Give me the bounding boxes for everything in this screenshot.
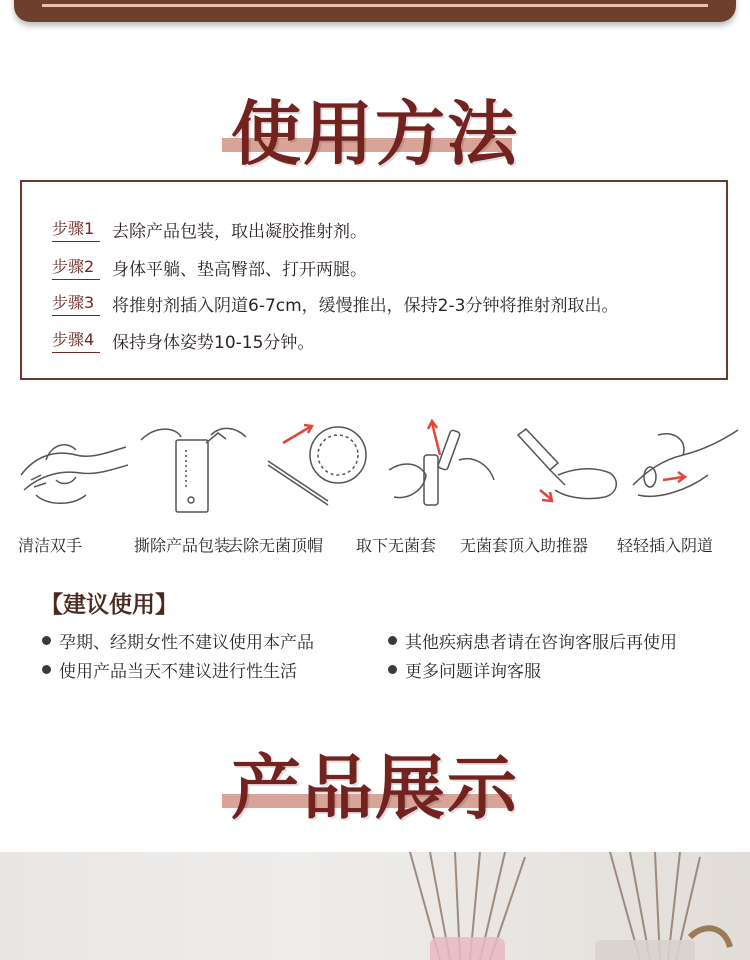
product-photo-image bbox=[0, 852, 750, 960]
display-section-title bbox=[0, 732, 750, 833]
bullet-icon bbox=[388, 665, 397, 674]
usage-section-title bbox=[0, 78, 750, 179]
step-row bbox=[52, 254, 367, 280]
usage-illustrations bbox=[0, 415, 750, 525]
caption: 撕除产品包装 bbox=[134, 536, 231, 555]
banner-trim bbox=[42, 4, 708, 7]
bullet-icon bbox=[42, 636, 51, 645]
top-banner bbox=[14, 0, 736, 22]
step-label: 步骤1 bbox=[52, 216, 100, 242]
suggest-item bbox=[388, 628, 677, 653]
caption: 轻轻插入阴道 bbox=[617, 536, 714, 555]
step-text: 去除产品包装，取出凝胶推射剂。 bbox=[112, 221, 367, 242]
suggest-heading: 【建议使用】 bbox=[40, 592, 178, 618]
suggest-item bbox=[388, 657, 541, 682]
remove-cap-icon bbox=[258, 415, 374, 515]
step-row bbox=[52, 290, 618, 316]
steps-box bbox=[20, 180, 728, 380]
step-label: 步骤4 bbox=[52, 327, 100, 353]
attach-applicator-icon bbox=[510, 415, 626, 515]
caption: 取下无菌套 bbox=[356, 536, 437, 555]
suggest-text: 使用产品当天不建议进行性生活 bbox=[59, 662, 297, 682]
suggest-item bbox=[42, 657, 297, 682]
insert-icon bbox=[628, 415, 744, 515]
tear-package-icon bbox=[136, 415, 252, 515]
usage-title-text: 使用方法 bbox=[231, 92, 519, 175]
caption: 无菌套顶入助推器 bbox=[460, 536, 589, 555]
step-text: 身体平躺、垫高臀部、打开两腿。 bbox=[112, 259, 367, 280]
step-row bbox=[52, 216, 367, 242]
bullet-icon bbox=[42, 665, 51, 674]
illustration-captions bbox=[0, 533, 750, 557]
suggest-text: 更多问题详询客服 bbox=[405, 662, 541, 682]
remove-sleeve-icon bbox=[384, 415, 500, 515]
step-text: 保持身体姿势10-15分钟。 bbox=[112, 332, 315, 353]
step-label: 步骤3 bbox=[52, 290, 100, 316]
suggest-item bbox=[42, 628, 314, 653]
caption: 去除无菌顶帽 bbox=[227, 536, 324, 555]
step-row bbox=[52, 327, 314, 353]
suggest-text: 其他疾病患者请在咨询客服后再使用 bbox=[405, 633, 677, 653]
caption: 清洁双手 bbox=[18, 536, 83, 555]
bullet-icon bbox=[388, 636, 397, 645]
step-text: 将推射剂插入阴道6-7cm，缓慢推出，保持2-3分钟将推射剂取出。 bbox=[112, 295, 619, 316]
step-label: 步骤2 bbox=[52, 254, 100, 280]
display-title-text: 产品展示 bbox=[231, 746, 519, 829]
suggest-text: 孕期、经期女性不建议使用本产品 bbox=[59, 633, 314, 653]
wash-hands-icon bbox=[16, 415, 132, 515]
product-photo bbox=[0, 852, 750, 960]
